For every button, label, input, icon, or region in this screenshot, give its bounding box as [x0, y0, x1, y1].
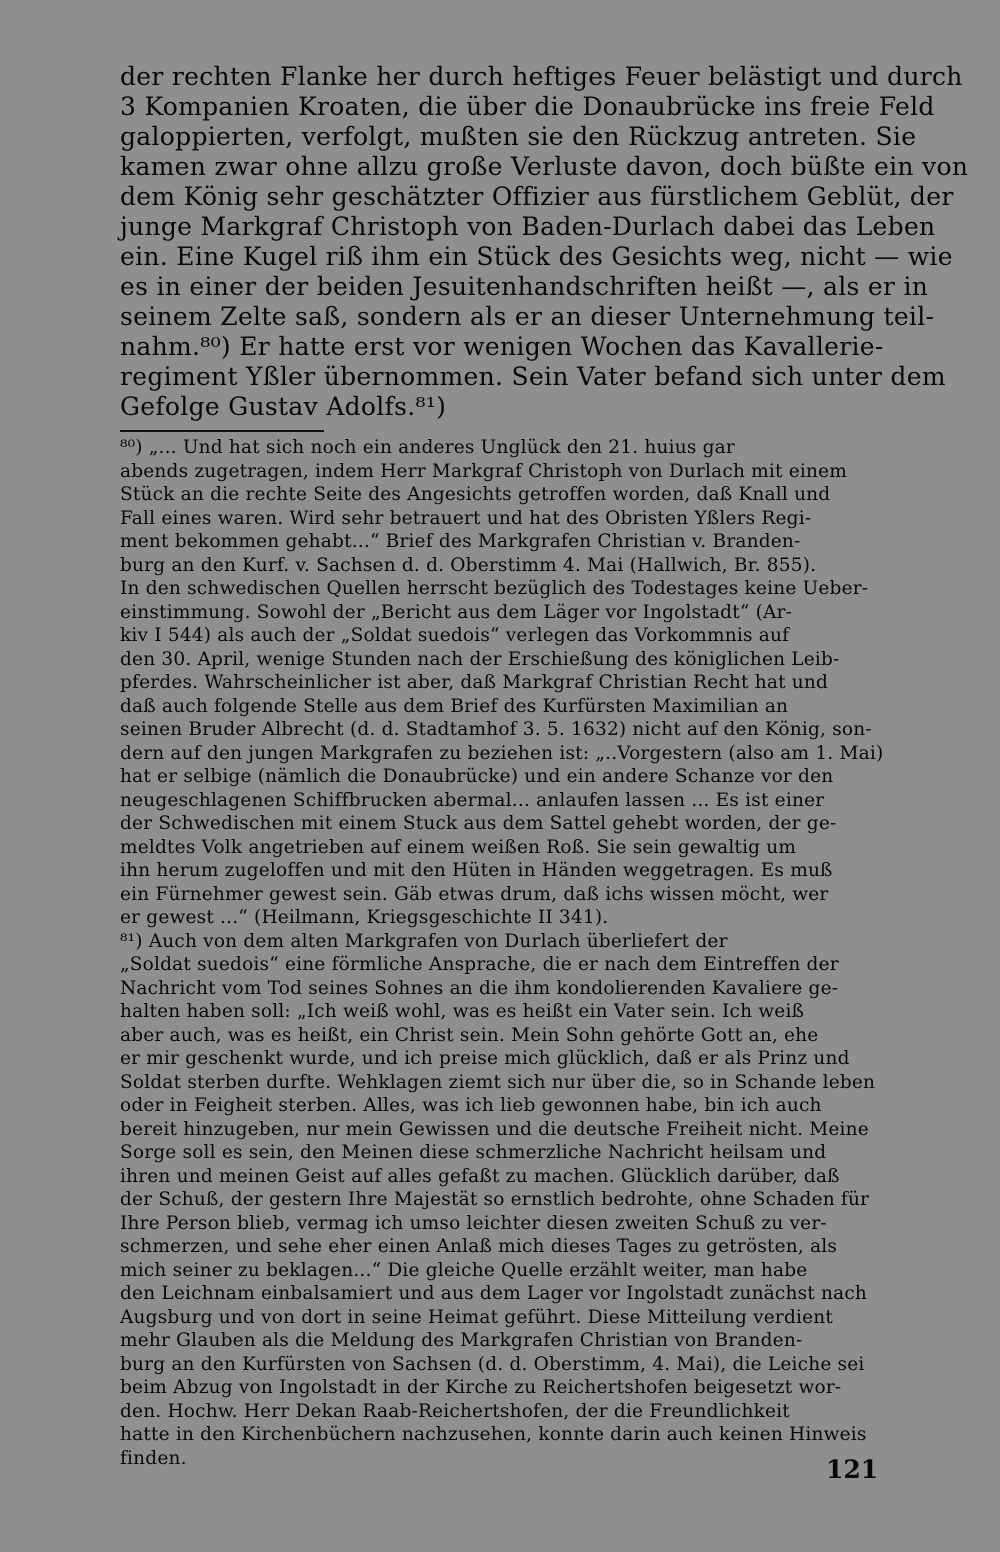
footnote-line: burg an den Kurf. v. Sachsen d. d. Oberstimm 4. Mai (Hallwich, Br. 855). [120, 554, 817, 576]
footnote-line: den. Hochw. Herr Dekan Raab-Reichertshofen, der die Freundlichkeit [120, 1400, 790, 1422]
footnote-line: schmerzen, und sehe eher einen Anlaß mich dieses Tages zu getrösten, als [120, 1236, 838, 1257]
footnote-80 [120, 436, 884, 930]
footnote-line: „Soldat suedois“ eine förmliche Ansprache, die er nach dem Eintreffen der [120, 954, 839, 975]
main-text-line: seinem Zelte saß, sondern als er an dieser Unternehmung teil- [120, 302, 935, 331]
footnote-line: ihn herum zugeloffen und mit den Hüten in Händen weggetragen. Es muß [120, 860, 833, 881]
footnote-line: pferdes. Wahrscheinlicher ist aber, daß Markgraf Christian Recht hat und [120, 672, 829, 693]
footnote-line: abends zugetragen, indem Herr Markgraf Christoph von Durlach mit einem [120, 460, 847, 482]
footnote-line: ihren und meinen Geist auf alles gefaßt zu machen. Glücklich darüber, daß [120, 1165, 840, 1187]
footnote-line: Ihre Person blieb, vermag ich umso leichter diesen zweiten Schuß zu ver- [120, 1212, 827, 1234]
footnote-line: hatte in den Kirchenbüchern nachzusehen, konnte darin auch keinen Hinweis [120, 1424, 867, 1445]
footnote-line: Sorge soll es sein, den Meinen diese schmerzliche Nachricht heilsam und [120, 1142, 827, 1163]
main-text-line: dem König sehr geschätzter Offizier aus fürstlichem Geblüt, der [120, 182, 954, 211]
footnote-line: Augsburg und von dort in seine Heimat geführt. Diese Mitteilung verdient [120, 1306, 834, 1328]
main-text-line: junge Markgraf Christoph von Baden-Durlach dabei das Leben [120, 212, 936, 241]
footnote-line: Stück an die rechte Seite des Angesichts getroffen worden, daß Knall und [120, 484, 831, 505]
footnote-line: bereit hinzugeben, nur mein Gewissen und die deutsche Freiheit nicht. Meine [120, 1118, 869, 1140]
main-text-line: der rechten Flanke her durch heftiges Feuer belästigt und durch [120, 62, 963, 91]
footnote-line: einstimmung. Sowohl der „Bericht aus dem Läger vor Ingolstadt“ (Ar- [120, 601, 793, 623]
footnote-line: Fall eines waren. Wird sehr betrauert und hat des Obristen Yßlers Regi- [120, 507, 812, 529]
footnote-line: er gewest ...“ (Heilmann, Kriegsgeschichte II 341). [120, 907, 609, 928]
footnote-line: neugeschlagenen Schiffbrucken abermal... anlaufen lassen ... Es ist einer [120, 789, 825, 811]
footnote-line: dern auf den jungen Markgrafen zu beziehen ist: „..Vorgestern (also am 1. Mai) [120, 742, 884, 764]
footnote-line: mehr Glauben als die Meldung des Markgrafen Christian von Branden- [120, 1330, 803, 1351]
main-text-line: es in einer der beiden Jesuitenhandschriften heißt —, als er in [120, 272, 929, 301]
main-text-line: regiment Yßler übernommen. Sein Vater befand sich unter dem [120, 362, 946, 391]
footnote-line: meldtes Volk angetrieben auf einem weißen Roß. Sie sein gewaltig um [120, 836, 797, 858]
main-text-line: nahm.⁸⁰) Er hatte erst vor wenigen Wochen das Kavallerie- [120, 332, 884, 361]
main-text-line: ein. Eine Kugel riß ihm ein Stück des Gesichts weg, nicht — wie [120, 242, 953, 271]
footnote-line: daß auch folgende Stelle aus dem Brief des Kurfürsten Maximilian an [120, 695, 789, 717]
main-text-line: Gefolge Gustav Adolfs.⁸¹) [120, 392, 447, 421]
footnote-line: aber auch, was es heißt, ein Christ sein. Mein Sohn gehörte Gott an, ehe [120, 1024, 819, 1046]
footnote-line: oder in Feigheit sterben. Alles, was ich lieb gewonnen habe, bin ich auch [120, 1095, 822, 1116]
footnote-line: der Schwedischen mit einem Stuck aus dem Sattel gehebt worden, der ge- [120, 813, 837, 834]
footnote-line: kiv I 544) als auch der „Soldat suedois“ verlegen das Vorkommnis auf [120, 625, 790, 646]
footnote-line: beim Abzug von Ingolstadt in der Kirche zu Reichertshofen beigesetzt wor- [120, 1377, 842, 1398]
footnote-line: den Leichnam einbalsamiert und aus dem Lager vor Ingolstadt zunächst nach [120, 1283, 868, 1304]
footnote-line: ⁸⁰) „... Und hat sich noch ein anderes Unglück den 21. huius gar [120, 437, 735, 458]
footnote-line: der Schuß, der gestern Ihre Majestät so ernstlich bedrohte, ohne Schaden für [120, 1189, 870, 1210]
footnote-line: mich seiner zu beklagen...“ Die gleiche Quelle erzählt weiter, man habe [120, 1259, 808, 1281]
footnote-line: hat er selbige (nämlich die Donaubrücke) und ein andere Schanze vor den [120, 766, 834, 787]
footnote-line: den 30. April, wenige Stunden nach der Erschießung des königlichen Leib- [120, 648, 840, 670]
main-text-line: 3 Kompanien Kroaten, die über die Donaubrücke ins freie Feld [120, 92, 935, 121]
footnote-line: ⁸¹) Auch von dem alten Markgrafen von Durlach überliefert der [120, 930, 728, 952]
footnote-line: ein Fürnehmer gewest sein. Gäb etwas drum, daß ichs wissen möcht, wer [120, 883, 829, 905]
footnote-line: In den schwedischen Quellen herrscht bezüglich des Todestages keine Ueber- [120, 578, 869, 599]
footnote-line: seinen Bruder Albrecht (d. d. Stadtamhof 3. 5. 1632) nicht auf den König, son- [120, 719, 872, 740]
footnote-separator-rule [120, 430, 324, 432]
page-number: 121 [826, 1455, 879, 1484]
footnote-line: Nachricht vom Tod seines Sohnes an die ihm kondolierenden Kavaliere ge- [120, 977, 839, 999]
footnote-line: ment bekommen gehabt...“ Brief des Markgrafen Christian v. Branden- [120, 531, 801, 552]
footnote-line: er mir geschenkt wurde, und ich preise mich glücklich, daß er als Prinz und [120, 1048, 850, 1069]
main-text-line: galoppierten, verfolgt, mußten sie den Rückzug antreten. Sie [120, 122, 917, 151]
footnote-line: finden. [120, 1447, 187, 1469]
main-text-block [120, 62, 969, 422]
footnote-line: Soldat sterben durfte. Wehklagen ziemt sich nur über die, so in Schande leben [120, 1071, 876, 1093]
main-text-line: kamen zwar ohne allzu große Verluste davon, doch büßte ein von [120, 152, 969, 181]
footnote-line: burg an den Kurfürsten von Sachsen (d. d. Oberstimm, 4. Mai), die Leiche sei [120, 1353, 865, 1375]
footnote-line: halten haben soll: „Ich weiß wohl, was es heißt ein Vater sein. Ich weiß [120, 1001, 805, 1022]
footnote-81 [120, 930, 875, 1471]
